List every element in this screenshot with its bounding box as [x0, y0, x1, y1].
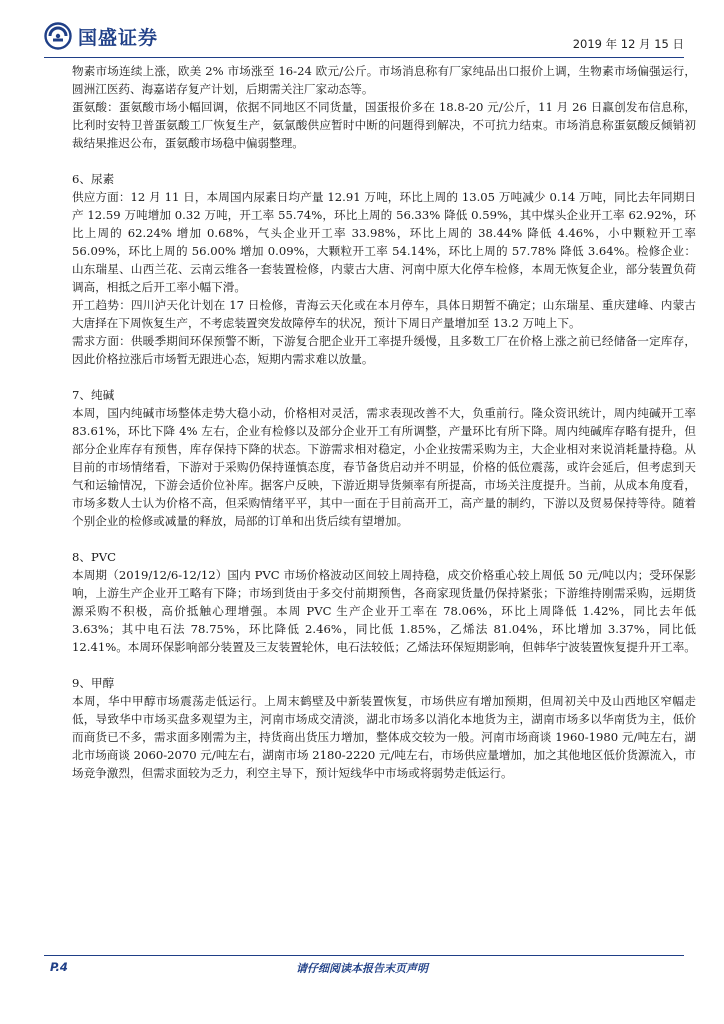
paragraph: 本周，国内纯碱市场整体走势大稳小动，价格相对灵活，需求表现改善不大，负重前行。隆众资讯统计，周内纯碱开工率 83.61%，环比下降 4% 左右，企业有检修以及部分企业开工有所调整，产量环比有所下降。周内纯碱库存略有提升，但部分企业库存有预售，库存保持下降的状态。下游需求相对稳定，小企业按需采购为主，大企业相对来说消耗量持稳。从目前的市场情绪看，下游对于采购仍保持谨慎态度，春节备货启动并不明显，价格的低位震荡，或许会延后，但考虑到天气和运输情况，下游会适价位补库。据客户反映，下游近期导货频率有所提高，市场关注度提升。当前，从成本角度看，市场多数人士认为价格不高，但采购情绪平平，其中一面在于目前高开工，高产量的制约，下游以及贸易保持等待。随着个别企业的检修或减量的释放，局部的订单和出货后续有望增加。	[72, 406, 696, 528]
page-header	[44, 20, 684, 56]
paragraph: 物素市场连续上涨，欧美 2% 市场涨至 16-24 欧元/公斤。市场消息称有厂家纯品出口报价上调，生物素市场偏强运行，圆洲江医药、海嘉诺存复产计划，后期需关注厂家动态等。	[72, 64, 696, 96]
brand-logo	[44, 20, 158, 52]
paragraph: 开工趋势：四川泸天化计划在 17 日检修，青海云天化或在本月停车，具体日期暂不确定；山东瑞星、重庆建峰、内蒙古大唐择在下周恢复生产，不考虑装置突发故障停车的状况，预计下周日产量增加至 13.2 万吨上下。	[72, 298, 696, 330]
header-divider	[44, 57, 684, 58]
footer-disclaimer: 请仔细阅读本报告末页声明	[296, 962, 428, 975]
report-body	[72, 62, 696, 782]
report-date: 2019 年 12 月 15 日	[572, 37, 684, 51]
section-title: 9、甲醇	[72, 676, 115, 690]
section-title: 7、纯碱	[72, 388, 115, 402]
page-number: P.4	[50, 960, 68, 974]
paragraph: 本周期（2019/12/6-12/12）国内 PVC 市场价格波动区间较上周持稳，成交价格重心较上周低 50 元/吨以内；受环保影响，上游生产企业开工略有下降；市场到货由于多交付前期预售，各商家现货量仍保持紧张；下游维持刚需采购，远期货源采购不积极，高价抵触心理增强。本周 PVC 生产企业开工率在 78.06%，环比上周降低 1.42%，同比去年低 3.63%；其中电石法 78.75%，环比降低 2.46%，同比低 1.85%，乙烯法 81.04%，环比增加 3.37%，同比低 12.41%。本周环保影响部分装置及三友装置轮休，电石法较低；乙烯法环保短期影响，但韩华宁波装置恢复提升开工率。	[72, 568, 696, 654]
paragraph: 供应方面：12 月 11 日，本周国内尿素日均产量 12.91 万吨，环比上周的 13.05 万吨减少 0.14 万吨，同比去年同期日产 12.59 万吨增加 0.32 万吨，开工率 55.74%，环比上周的 56.33% 降低 0.59%，其中煤头企业开工率 62.92%，环比上周的 62.24% 增加 0.68%，气头企业开工率 33.98%，环比上周的 38.44% 降低 4.46%，小中颗粒开工率 56.09%，环比上周的 56.00% 增加 0.09%，大颗粒开工率 54.14%，环比上周的 57.78% 降低 3.64%。检修企业：山东瑞星、山西兰花、云南云维各一套装置检修，内蒙古大唐、河南中原大化停车检修，本周无恢复企业，部分装置负荷调高，相抵之后开工率小幅下滑。	[72, 190, 696, 294]
brand-name: 国盛证券	[78, 26, 159, 49]
paragraph: 蛋氨酸：蛋氨酸市场小幅回调，依据不同地区不同货量，国蛋报价多在 18.8-20 元/公斤，11 月 26 日赢创发布信息称，比利时安特卫普蛋氨酸工厂恢复生产，氨氯酸供应暂时中断的问题得到解决，不可抗力结束。市场消息称蛋氨酸反倾销初裁结果推迟公布，蛋氨酸市场稳中偏弱整理。	[72, 100, 696, 150]
paragraph: 本周，华中甲醇市场震荡走低运行。上周末鹤壁及中新装置恢复，市场供应有增加预期，但周初关中及山西地区窄幅走低，导致华中市场买盘多观望为主，河南市场成交清淡，湖北市场多以消化本地货为主，湖南市场多以华南货为主，低价而商货已不多，需求面多刚需为主，持货商出货压力增加，整体成交较为一般。河南市场商谈 1960-1980 元/吨左右，湖北市场商谈 2060-2070 元/吨左右，湖南市场 2180-2220 元/吨左右，市场供应量增加，加之其他地区低价货源流入，市场竞争激烈，但需求面较为乏力，利空主导下，预计短线华中市场或将弱势走低运行。	[72, 694, 696, 780]
paragraph: 需求方面：供暖季期间环保预警不断，下游复合肥企业开工率提升缓慢，且多数工厂在价格上涨之前已经储备一定库存，因此价格拉涨后市场暂无跟进心态，短期内需求难以放量。	[72, 334, 696, 366]
section-title: 6、尿素	[72, 172, 115, 186]
section-title: 8、PVC	[72, 550, 117, 564]
footer-divider	[44, 955, 684, 956]
guosheng-logo-icon	[44, 22, 72, 50]
